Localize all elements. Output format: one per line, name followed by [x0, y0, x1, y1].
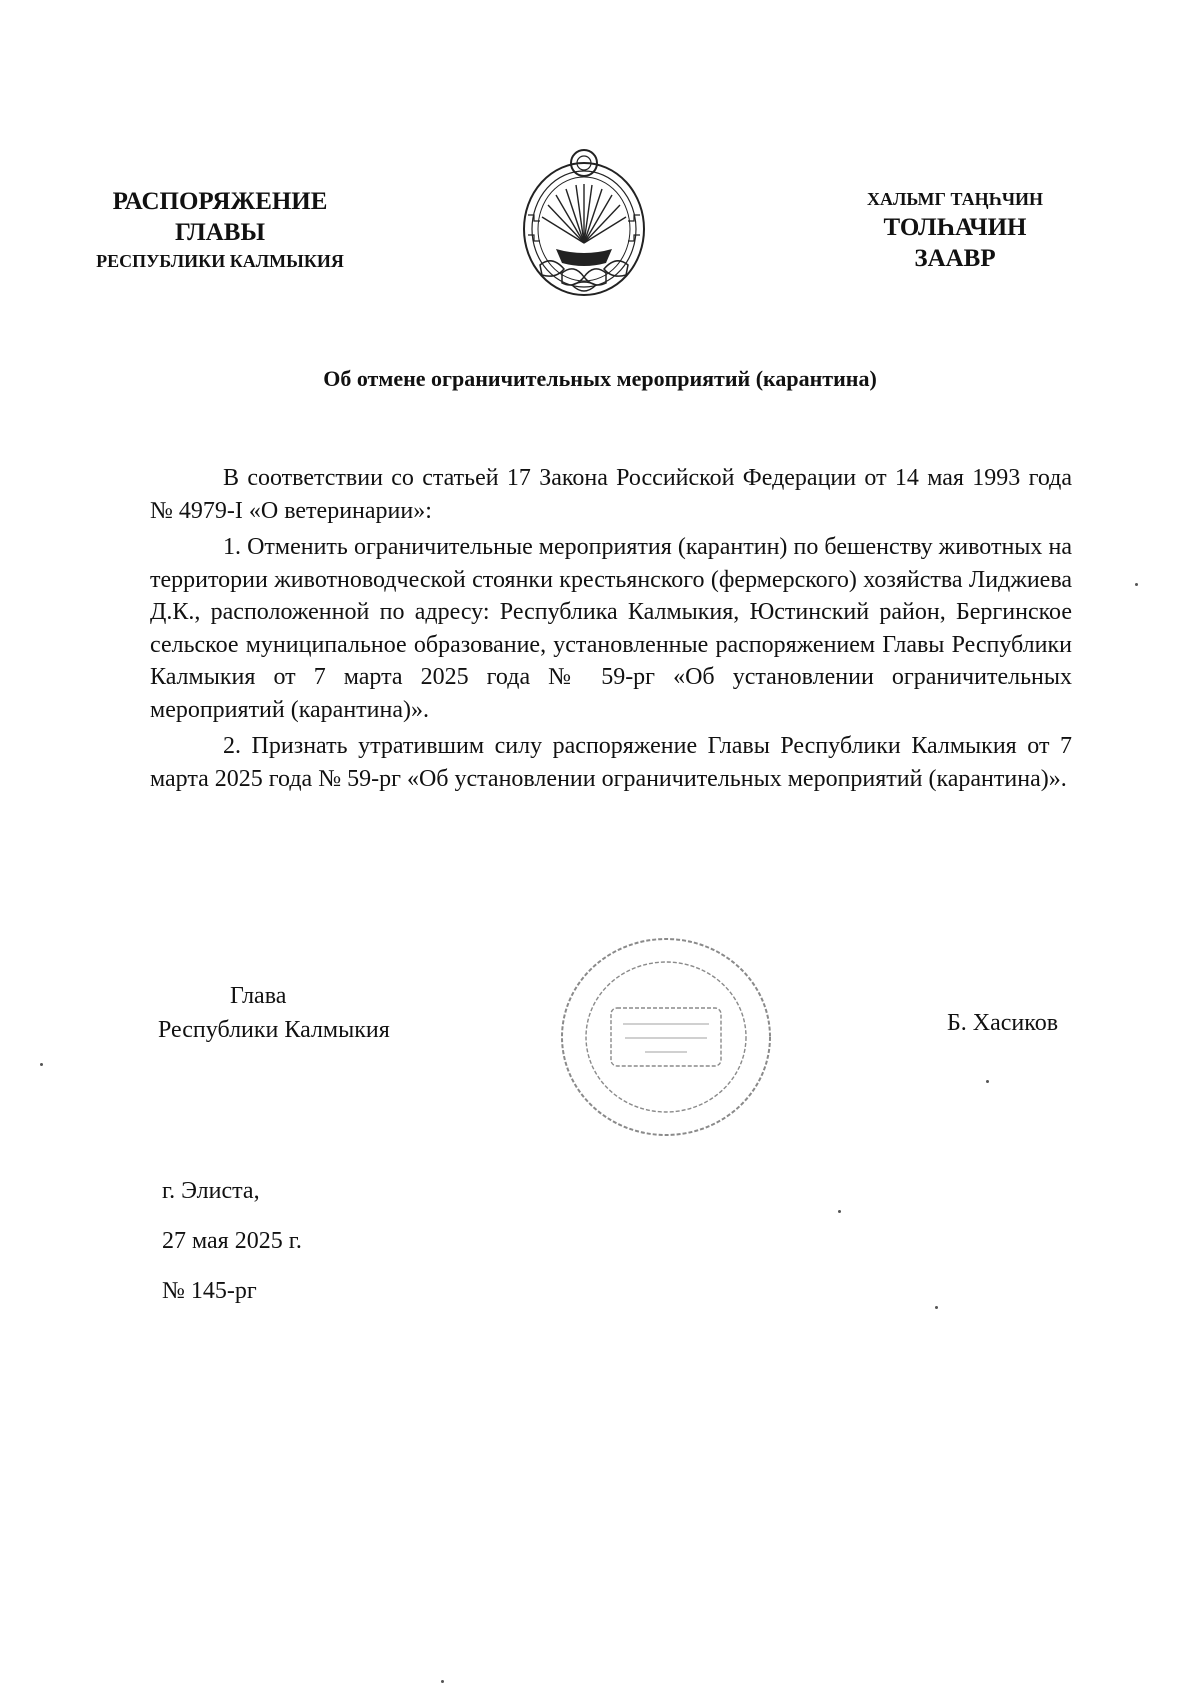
coat-of-arms-icon	[512, 145, 656, 301]
order-item-1: 1. Отменить ограничительные мероприятия (карантин) по бешенству животных на территории животноводческой стоянки крестьянского (фермерского) хозяйства Лиджиева Д.К., расположенной по адресу: Республика Калмыкия, Юстинский район, Бергинское сельское муниципальное образование, установленные распоряжением Главы Республики Калмыкия от 7 марта 2025 года № 59-рг «Об установлении ограничительных мероприятий (карантина)».	[150, 534, 1072, 723]
header-right	[810, 186, 1100, 274]
document-title: Об отмене ограничительных мероприятий (карантина)	[323, 366, 877, 391]
scan-speck	[1135, 583, 1138, 586]
document-number: № 145-рг	[162, 1278, 257, 1304]
scan-speck	[986, 1080, 989, 1083]
scan-speck	[935, 1306, 938, 1309]
header-left	[60, 186, 380, 274]
scan-speck	[838, 1210, 841, 1213]
order-item-2: 2. Признать утратившим силу распоряжение Главы Республики Калмыкия от 7 марта 2025 года № 59-рг «Об установлении ограничительных мероприятий (карантина)».	[150, 733, 1072, 792]
signatory-name: Б. Хасиков	[947, 1010, 1059, 1036]
official-seal-icon	[553, 930, 779, 1144]
header-right-line2: ТОЛҺАЧИН	[883, 214, 1027, 241]
intro-paragraph: В соответствии со статьей 17 Закона Российской Федерации от 14 мая 1993 года № 4979-I «О ветеринарии»:	[150, 465, 1072, 524]
header-left-line3: РЕСПУБЛИКИ КАЛМЫКИЯ	[96, 251, 344, 271]
header-right-line3: ЗААВР	[914, 245, 996, 272]
scan-speck	[441, 1680, 444, 1683]
issue-date: 27 мая 2025 г.	[162, 1228, 302, 1254]
scan-speck	[40, 1063, 43, 1066]
document-body	[150, 462, 1072, 795]
header-left-line1: РАСПОРЯЖЕНИЕ	[112, 188, 328, 215]
header-right-line1: ХАЛЬМГ ТАҢҺЧИН	[866, 189, 1044, 209]
signatory-post: Глава	[230, 983, 287, 1009]
signatory-org: Республики Калмыкия	[158, 1017, 390, 1043]
header-left-line2: ГЛАВЫ	[174, 219, 266, 246]
place-of-issue: г. Элиста,	[162, 1178, 260, 1204]
